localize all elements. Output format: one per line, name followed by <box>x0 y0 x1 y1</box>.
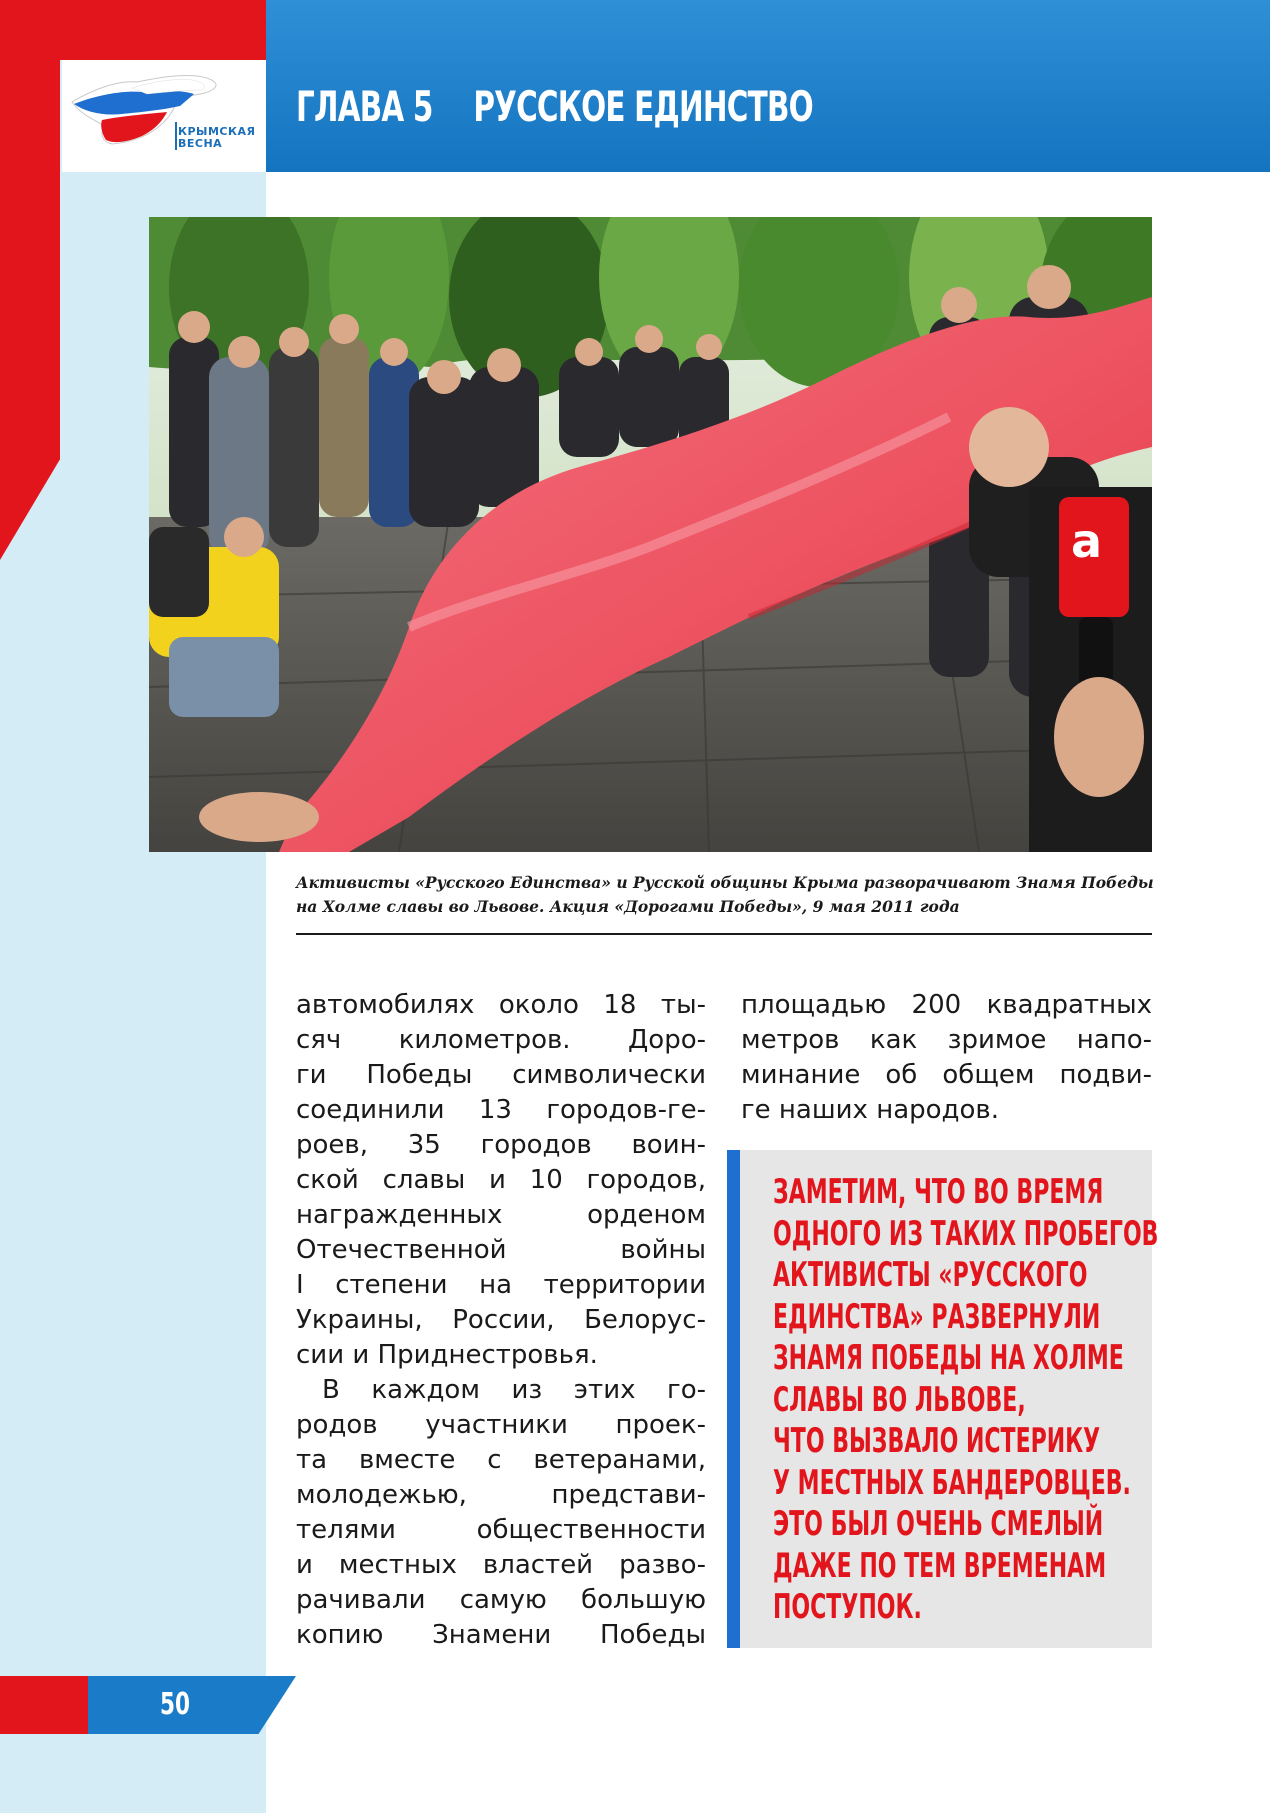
quote-line: У МЕСТНЫХ БАНДЕРОВЦЕВ. <box>773 1462 1131 1503</box>
text-line: та вместе с ветеранами, <box>296 1445 706 1475</box>
text-line: ской славы и 10 городов, <box>296 1165 706 1195</box>
quote-line: СЛАВЫ ВО ЛЬВОВЕ, <box>773 1379 1026 1420</box>
photo-caption <box>296 871 1152 919</box>
quote-line: ЗАМЕТИМ, ЧТО ВО ВРЕМЯ <box>773 1172 1104 1212</box>
text-line-indented: В каждом из этих го- <box>322 1375 706 1405</box>
text-line: метров как зримое напо- <box>741 1025 1152 1055</box>
text-line: ге наших народов. <box>741 1095 1000 1125</box>
quote-line: ПОСТУПОК. <box>773 1587 922 1627</box>
crimea-map-icon <box>62 60 266 172</box>
text-line: I степени на территории <box>296 1270 706 1300</box>
caption-line-2: на Холме славы во Львове. Акция «Дорогами Победы», 9 мая 2011 года <box>296 897 960 916</box>
crimean-spring-logo <box>62 60 266 172</box>
logo-line-2: ВЕСНА <box>178 137 223 150</box>
quote-line: ЕДИНСТВА» РАЗВЕРНУЛИ <box>773 1296 1101 1337</box>
text-line: сии и Приднестровья. <box>296 1340 598 1370</box>
text-line: минание об общем подви- <box>741 1060 1152 1090</box>
text-line: молодежью, представи- <box>296 1480 706 1510</box>
text-line: родов участники проек- <box>296 1410 706 1440</box>
chapter-number: ГЛАВА 5 <box>296 82 433 131</box>
text-line: копию Знамени Победы <box>296 1620 706 1650</box>
quote-line: ЗНАМЯ ПОБЕДЫ НА ХОЛМЕ <box>773 1338 1124 1378</box>
caption-divider <box>296 933 1152 935</box>
text-line: автомобилях около 18 ты- <box>296 990 706 1020</box>
body-text-right-column <box>741 988 1152 1128</box>
caption-line-1: Активисты «Русского Единства» и Русской общины Крыма разворачивают Знамя Победы <box>296 873 1154 892</box>
text-line: площадью 200 квадратных <box>741 990 1152 1020</box>
top-red-wedge <box>0 0 300 60</box>
footer-red-block <box>0 1676 100 1734</box>
chapter-name: РУССКОЕ ЕДИНСТВО <box>473 82 813 131</box>
quote-line: ДАЖЕ ПО ТЕМ ВРЕМЕНАМ <box>773 1545 1107 1586</box>
flag-unfurling-photo <box>149 217 1152 852</box>
page-number: 50 <box>160 1687 191 1722</box>
quote-line: ЧТО ВЫЗВАЛО ИСТЕРИКУ <box>773 1421 1101 1461</box>
text-line: и местных властей разво- <box>296 1550 706 1580</box>
pull-quote-text <box>773 1172 1158 1629</box>
text-line: сяч километров. Доро- <box>296 1025 706 1055</box>
text-line: телями общественности <box>296 1515 706 1545</box>
quote-line: АКТИВИСТЫ «РУССКОГО <box>773 1255 1088 1295</box>
body-text-left-column <box>296 988 706 1653</box>
text-line: Отечественной войны <box>296 1235 706 1265</box>
text-line: ги Победы символически <box>296 1060 706 1090</box>
pull-quote-accent-bar <box>727 1150 740 1648</box>
event-photo <box>149 217 1152 852</box>
text-line: Украины, России, Белорус- <box>296 1305 706 1335</box>
logo-line-1: КРЫМСКАЯ <box>178 125 256 138</box>
quote-line: ОДНОГО ИЗ ТАКИХ ПРОБЕГОВ <box>773 1213 1159 1254</box>
text-line: соединили 13 городов-ге- <box>296 1095 706 1125</box>
text-line: награжденных орденом <box>296 1200 706 1230</box>
chapter-title <box>296 82 813 131</box>
text-line: рачивали самую большую <box>296 1585 706 1615</box>
quote-line: ЭТО БЫЛ ОЧЕНЬ СМЕЛЫЙ <box>773 1504 1104 1544</box>
tv-channel-logo: а <box>1071 514 1103 568</box>
text-line: роев, 35 городов воин- <box>296 1130 706 1160</box>
